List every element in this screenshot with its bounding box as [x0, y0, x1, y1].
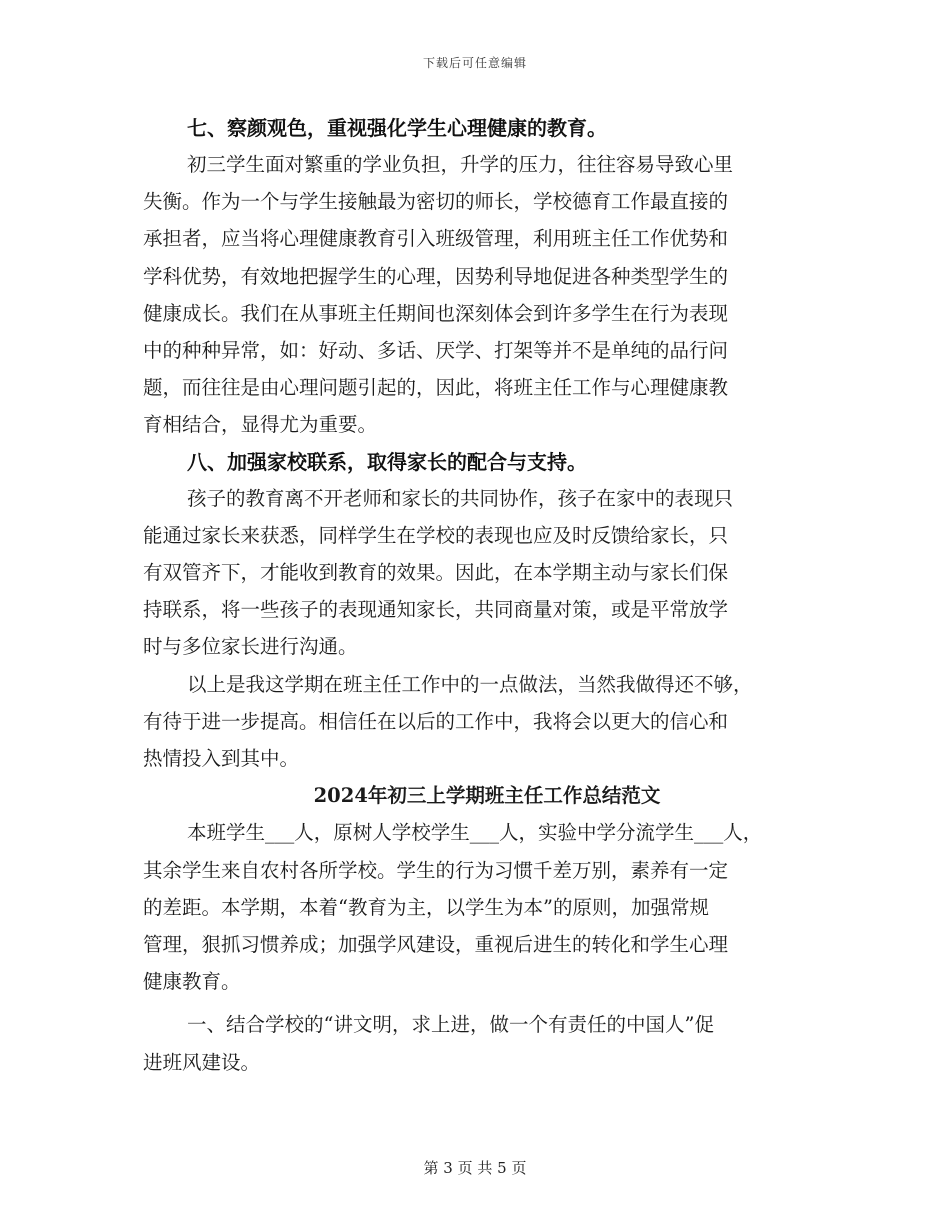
text-line: 健康成长。我们在从事班主任期间也深刻体会到许多学生在行为表现: [143, 301, 729, 325]
text-line: 其余学生来自农村各所学校。学生的行为习惯千差万别，素养有一定: [143, 858, 729, 882]
text-line: 健康教育。: [143, 970, 241, 994]
conclusion-paragraph: [143, 666, 811, 778]
text-line: 一、结合学校的“讲文明，求上进，做一个有责任的中国人”促: [187, 1013, 714, 1037]
text-line: 初三学生面对繁重的学业负担，升学的压力，往往容易导致心里: [187, 153, 734, 176]
text-line: 时与多位家长进行沟通。: [143, 635, 358, 659]
text-line: 进班风建设。: [143, 1050, 261, 1074]
document-body: [143, 110, 811, 1081]
section-7-paragraph: [143, 146, 811, 444]
text-line: 育相结合，显得尤为重要。: [143, 413, 378, 437]
text-line: 有待于进一步提高。相信任在以后的工作中，我将会以更大的信心和: [143, 709, 729, 733]
text-line: 中的种种异常，如：好动、多话、厌学、打架等并不是单纯的品行问: [143, 339, 729, 363]
section-7-heading: 七、察颜观色，重视强化学生心理健康的教育。: [187, 116, 607, 140]
page-number: 第 3 页 共 5 页: [423, 1159, 527, 1177]
article-point-1-paragraph: [143, 1006, 811, 1080]
text-line: 热情投入到其中。: [143, 747, 300, 771]
text-line: 有双管齐下，才能收到教育的效果。因此，在本学期主动与家长们保: [143, 561, 729, 585]
text-line: 题，而往往是由心理问题引起的，因此，将班主任工作与心理健康教: [143, 376, 729, 400]
section-8-paragraph: [143, 480, 811, 666]
text-line: 失衡。作为一个与学生接触最为密切的师长，学校德育工作最直接的: [143, 190, 729, 214]
text-line: 学科优势，有效地把握学生的心理，因势利导地促进各种类型学生的: [143, 264, 729, 288]
section-8-heading: 八、加强家校联系，取得家长的配合与支持。: [187, 449, 587, 474]
text-line: 以上是我这学期在班主任工作中的一点做法，当然我做得还不够，: [187, 672, 753, 696]
text-line: 本班学生___人，原树人学校学生___人，实验中学分流学生___人，: [187, 821, 763, 845]
header-note: 下载后可任意编辑: [422, 56, 527, 70]
article-title: 2024年初三上学期班主任工作总结范文: [313, 784, 661, 808]
text-line: 孩子的教育离不开老师和家长的共同协作，孩子在家中的表现只: [187, 486, 734, 510]
article-intro-paragraph: [143, 814, 811, 1000]
text-line: 的差距。本学期，本着“教育为主，以学生为本”的原则，加强常规: [143, 895, 709, 919]
text-line: 能通过家长来获悉，同样学生在学校的表现也应及时反馈给家长，只: [143, 523, 729, 547]
text-line: 管理，狠抓习惯养成；加强学风建设，重视后进生的转化和学生心理: [143, 933, 729, 957]
text-line: 承担者，应当将心理健康教育引入班级管理，利用班主任工作优势和: [143, 227, 729, 251]
text-line: 持联系，将一些孩子的表现通知家长，共同商量对策，或是平常放学: [143, 598, 729, 622]
